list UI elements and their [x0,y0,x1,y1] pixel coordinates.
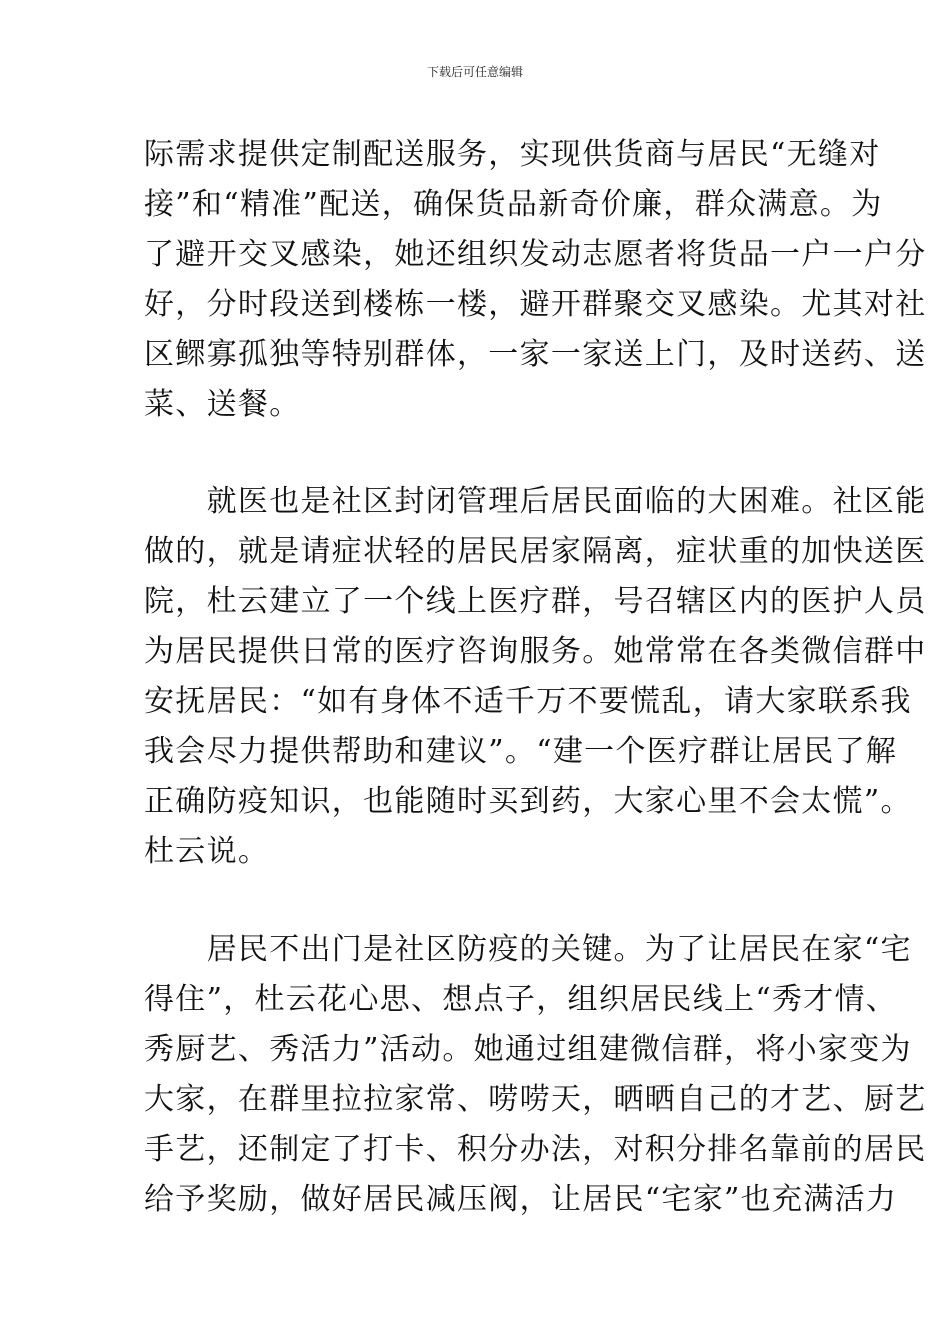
paragraph-1-line-5: 区鳏寡孤独等特别群体，一家一家送上门，及时送药、送 [144,337,927,372]
paragraph-2-line-1: 就医也是社区封闭管理后居民面临的大困难。社区能 [144,484,927,519]
paragraph-3-line-2: 得住”，杜云花心思、想点子，组织居民线上“秀才情、 [144,982,898,1017]
paragraph-2-line-5: 安抚居民：“如有身体不适千万不要慌乱，请大家联系我 [144,684,912,719]
paragraph-1-line-4: 好，分时段送到楼栋一楼，避开群聚交叉感染。尤其对社 [144,287,927,322]
paragraph-2-line-7: 正确防疫知识，也能随时买到药，大家心里不会太慌”。 [144,784,912,819]
paragraph-1-line-1: 际需求提供定制配送服务，实现供货商与居民“无缝对 [144,137,881,172]
paragraph-3-line-1: 居民不出门是社区防疫的关键。为了让居民在家“宅 [144,932,912,967]
paragraph-1-line-6: 菜、送餐。 [144,387,301,422]
paragraph-2-line-2: 做的，就是请症状轻的居民居家隔离，症状重的加快送医 [144,534,927,569]
paragraph-3-line-6: 给予奖励，做好居民减压阀，让居民“宅家”也充满活力 [144,1182,898,1217]
paragraph-1-line-3: 了避开交叉感染，她还组织发动志愿者将货品一户一户分 [144,237,927,272]
page-header: 下载后可任意编辑 [426,65,523,79]
paragraph-3-line-3: 秀厨艺、秀活力”活动。她通过组建微信群，将小家变为 [144,1032,912,1067]
paragraph-3-line-5: 手艺，还制定了打卡、积分办法，对积分排名靠前的居民 [144,1132,927,1167]
paragraph-3-line-4: 大家，在群里拉拉家常、唠唠天，晒晒自己的才艺、厨艺 [144,1082,927,1117]
paragraph-2-line-8: 杜云说。 [144,834,270,869]
paragraph-2-line-4: 为居民提供日常的医疗咨询服务。她常常在各类微信群中 [144,634,927,669]
paragraph-2-line-6: 我会尽力提供帮助和建议”。“建一个医疗群让居民了解 [144,734,898,769]
paragraph-2-line-3: 院，杜云建立了一个线上医疗群，号召辖区内的医护人员 [144,584,927,619]
paragraph-1-line-2: 接”和“精准”配送，确保货品新奇价廉，群众满意。为 [144,187,883,222]
